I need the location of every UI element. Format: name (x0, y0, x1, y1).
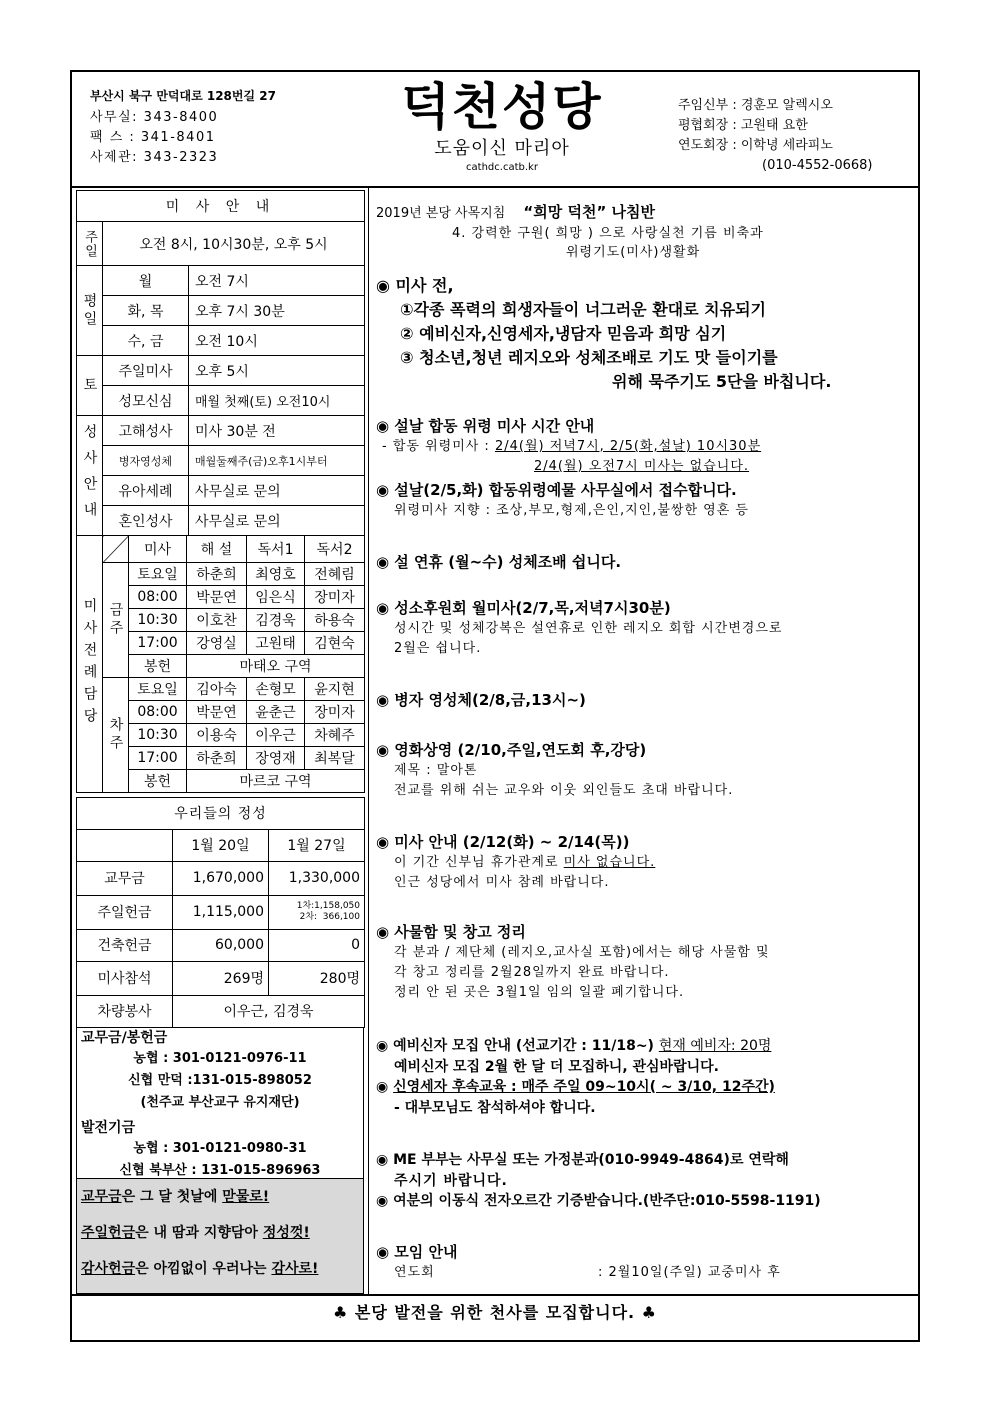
notice-meetings (376, 1242, 916, 1283)
duty-label: 미사전례담당 (77, 536, 103, 792)
duty-cell: 하춘희 (187, 746, 247, 769)
notice-line: 제목 : 말아톤 (394, 763, 478, 778)
saturday-label: 토 (77, 356, 103, 416)
offering-district: 마태오 구역 (187, 654, 365, 677)
corner-cell (103, 536, 129, 562)
duty-cell: 하춘희 (187, 562, 247, 585)
notice-line: 위령미사 지향 : 조상,부모,형제,은인,지인,불쌍한 영혼 등 (394, 503, 749, 518)
offering-amount: 0 (269, 929, 365, 961)
pastoral-line (376, 202, 916, 224)
duty-cell: 08:00 (129, 585, 187, 608)
duty-cell: 김현숙 (305, 631, 365, 654)
offering-type: 교무금 (77, 861, 173, 895)
notice-line: 각 분과 / 제단체 (레지오,교사실 포함)에서는 해당 사물함 및 (394, 945, 770, 960)
parish-subtitle: 도움이신 마리아 (434, 138, 570, 159)
parish-url: cathdc.catb.kr (466, 162, 538, 173)
meeting-group: 연도회 (394, 1265, 435, 1280)
account-line: (천주교 부산교구 유지재단) (140, 1095, 300, 1110)
pastoral-guideline (376, 202, 916, 262)
notice-heading: ◉ 모임 안내 (376, 1243, 458, 1261)
notice-line: 주시기 바랍니다. (394, 1173, 508, 1189)
sacrament-label: 성사안내 (77, 416, 103, 536)
notice-line: 각 창고 정리를 2월28일까지 완료 바랍니다. (394, 965, 670, 980)
offering-amount: 1,115,000 (173, 895, 269, 929)
motto-end: 맏물로! (222, 1189, 270, 1205)
notice-line: 예비신자 모집 2월 한 달 더 모집하니, 관심바랍니다. (394, 1059, 719, 1075)
motto-text: 은 내 땀과 지향담아 (135, 1225, 263, 1241)
motto (81, 1215, 363, 1251)
offering-type: 미사참석 (77, 961, 173, 995)
driving-volunteers: 이우근, 김경욱 (173, 995, 365, 1027)
offering-heading: 우리들의 정성 (77, 797, 365, 829)
duty-cell: 17:00 (129, 746, 187, 769)
notice-lunar-new-year-mass (376, 416, 916, 477)
notice-line (376, 1263, 916, 1283)
duty-cell: 이용숙 (187, 723, 247, 746)
col-header: 해 설 (187, 536, 247, 562)
notice-emph: 2/4(월) 저녁7시, 2/5(화,설날) 10시30분 (494, 439, 762, 454)
weekday-time: 오전 7시 (189, 266, 365, 296)
notice-line: 성시간 및 성체강복은 설연휴로 인한 레지오 회합 시간변경으로 (394, 621, 783, 636)
sunday-time: 오전 8시, 10시30분, 오후 5시 (103, 222, 365, 266)
week2-label: 차주 (103, 677, 129, 792)
duty-cell: 전혜림 (305, 562, 365, 585)
sacrament-name: 혼인성사 (103, 506, 189, 536)
notice-emph: 현재 예비자: 20명 (658, 1038, 772, 1054)
bulletin-frame (70, 70, 920, 1342)
duty-cell: 김아숙 (187, 677, 247, 700)
weekday-day: 화, 목 (103, 296, 189, 326)
offering-amount: 1,670,000 (173, 861, 269, 895)
pastoral-goal: 위령기도(미사)생활화 (566, 245, 701, 260)
date-header: 1월 20일 (173, 829, 269, 861)
sunday-label: 주일 (77, 222, 103, 266)
offering-label: 봉헌 (129, 654, 187, 677)
date-header: 1월 27일 (269, 829, 365, 861)
account-line: 농협 : 301-0121-0976-11 (133, 1051, 307, 1066)
notice-line: - 대부모님도 참석하셔야 합니다. (394, 1100, 596, 1116)
sacrament-name: 고해성사 (103, 416, 189, 446)
contact-block (90, 86, 276, 168)
duty-cell: 손형모 (247, 677, 305, 700)
notice-line: 위해 묵주기도 5단을 바칩니다. (612, 372, 832, 391)
meeting-time: : 2월10일(주일) 교중미사 후 (598, 1265, 781, 1280)
pastor: 주임신부 : 경훈모 알렉시오 (678, 98, 833, 113)
sacrament-info: 사무실로 문의 (189, 506, 365, 536)
yeondo-president: 연도회장 : 이학녕 세라피노 (678, 138, 833, 153)
pastoral-goal: 4. 강력한 구원( 희망 ) 으로 사랑실천 기름 비축과 (452, 226, 764, 241)
footer-banner: ♣ 본당 발전을 위한 천사를 모집합니다. ♣ (332, 1303, 658, 1322)
offering-district: 마르코 구역 (187, 769, 365, 792)
duty-cell: 고원태 (247, 631, 305, 654)
saturday-kind: 성모신심 (103, 386, 189, 416)
notice-heading: ◉ ME 부부는 사무실 또는 가정분과(010-9949-4864)로 연락해 (376, 1152, 789, 1168)
duty-cell: 17:00 (129, 631, 187, 654)
bank-accounts (76, 1028, 364, 1178)
second-collection: 2차: 366,100 (299, 912, 360, 922)
yeondo-phone: (010-4552-0668) (762, 158, 873, 173)
notice-movie (376, 740, 916, 801)
duty-cell: 최영호 (247, 562, 305, 585)
duty-cell: 김경욱 (247, 608, 305, 631)
notice-heading: ◉ 병자 영성체(2/8,금,13시~) (376, 691, 586, 709)
address: 부산시 북구 만덕대로 128번길 27 (90, 89, 276, 103)
weekday-day: 수, 금 (103, 326, 189, 356)
mass-heading: 미 사 안 내 (77, 191, 365, 222)
notice-line (376, 457, 916, 477)
office-phone: 사무실: 343-8400 (90, 110, 219, 125)
weekday-time: 오후 7시 30분 (189, 296, 365, 326)
fax-number: 팩 스 : 341-8401 (90, 130, 216, 145)
notice-line: 정리 안 된 곳은 3월1일 임의 일괄 폐기합니다. (394, 985, 685, 1000)
notice-line: ③ 청소년,청년 레지오와 성체조배로 기도 맛 들이기를 (400, 348, 778, 367)
offering-type: 건축헌금 (77, 929, 173, 961)
motto-end: 정성껏! (262, 1225, 310, 1241)
duty-cell: 박문연 (187, 585, 247, 608)
notice-line: ② 예비신자,신영세자,냉담자 믿음과 희망 심기 (400, 324, 727, 343)
notice-no-mass (376, 832, 916, 893)
saturday-kind: 주일미사 (103, 356, 189, 386)
saturday-time: 오후 5시 (189, 356, 365, 386)
duty-cell: 토요일 (129, 677, 187, 700)
masthead (372, 76, 632, 176)
notice-adoration-off (376, 552, 916, 573)
left-column (76, 190, 364, 1028)
notice-heading: ◉ 설날 합동 위령 미사 시간 안내 (376, 417, 595, 435)
notice-line: 인근 성당에서 미사 참례 바랍니다. (394, 875, 610, 890)
weekday-label: 평일 (77, 266, 103, 356)
col-header: 독서1 (247, 536, 305, 562)
notice-heading: ◉ 성소후원회 월미사(2/7,목,저녁7시30분) (376, 599, 671, 617)
notice-heading (376, 1077, 916, 1098)
notice-text: 이 기간 신부님 휴가관계로 (394, 855, 564, 870)
notice-line: 전교를 위해 쉬는 교우와 이웃 외인들도 초대 바랍니다. (394, 783, 734, 798)
offering-amount: 1,330,000 (269, 861, 365, 895)
notice-catechumen (376, 1036, 916, 1118)
motto-text: 은 그 달 첫날에 (121, 1189, 223, 1205)
duty-cell: 이우근 (247, 723, 305, 746)
weekday-day: 월 (103, 266, 189, 296)
notice-heading: ◉ 미사 안내 (2/12(화) ~ 2/14(목)) (376, 833, 630, 851)
duty-cell: 차혜주 (305, 723, 365, 746)
footer-divider (72, 1294, 918, 1296)
duty-cell: 10:30 (129, 608, 187, 631)
notice-emph: 신영세자 후속교육 : 매주 주일 09~10시( ~ 3/10, 12주간) (393, 1079, 775, 1095)
weekday-time: 오전 10시 (189, 326, 365, 356)
duty-cell: 장영재 (247, 746, 305, 769)
account-line: 신협 북부산 : 131-015-896963 (119, 1163, 321, 1178)
notice-heading: ◉ 설날(2/5,화) 합동위령예물 사무실에서 접수합니다. (376, 481, 737, 499)
account-heading: 발전기금 (81, 1120, 136, 1136)
sacrament-name: 병자영성체 (103, 446, 189, 476)
notice-line: ①각종 폭력의 희생자들이 너그러운 환대로 치유되기 (400, 300, 766, 319)
notice-vocation-mass (376, 598, 916, 659)
notice-me-couples (376, 1150, 916, 1212)
notice-line: 2월은 쉽니다. (394, 641, 482, 656)
sacrament-info: 미사 30분 전 (189, 416, 365, 446)
motto-key: 감사헌금 (81, 1261, 136, 1277)
notice-text: ◉ (376, 1079, 394, 1095)
saturday-time: 매월 첫째(토) 오전10시 (189, 386, 365, 416)
parish-title: 덕천성당 (401, 78, 603, 136)
motto (81, 1251, 363, 1287)
offering-amount: 60,000 (173, 929, 269, 961)
notice-heading: ◉ 사물함 및 창고 정리 (376, 923, 526, 941)
motto (81, 1179, 363, 1215)
sacrament-info: 매월둘째주(금)오후1시부터 (189, 446, 365, 476)
duty-cell: 윤지현 (305, 677, 365, 700)
offering-table (76, 797, 365, 1028)
attendance: 269명 (173, 961, 269, 995)
duty-cell: 10:30 (129, 723, 187, 746)
duty-cell: 이호찬 (187, 608, 247, 631)
notice-heading: ◉ 여분의 이동식 전자오르간 기증받습니다.(반주단:010-5598-1191) (376, 1193, 821, 1209)
bulletin-header (72, 72, 918, 188)
rectory-phone: 사제관: 343-2323 (90, 150, 219, 165)
sacrament-name: 유아세례 (103, 476, 189, 506)
col-header: 미사 (129, 536, 187, 562)
motto-end: 감사로! (271, 1261, 319, 1277)
account-heading: 교무금/봉헌금 (81, 1030, 168, 1046)
notice-memorial-offering (376, 480, 916, 521)
offering-type: 주일헌금 (77, 895, 173, 929)
notice-heading: ◉ 영화상영 (2/10,주일,연도회 후,강당) (376, 741, 647, 759)
pastoral-title: “희망 덕천” 나침반 (523, 203, 655, 221)
duty-cell: 장미자 (305, 700, 365, 723)
notice-line (376, 437, 916, 457)
account-line: 신협 만덕 :131-015-898052 (128, 1073, 312, 1088)
duty-cell: 하용숙 (305, 608, 365, 631)
blank-cell (77, 829, 173, 861)
notice-text: - 합동 위령미사 : (382, 439, 495, 454)
offering-amount-split (269, 895, 365, 929)
notice-mass-intentions (376, 274, 916, 394)
notice-emph: 미사 없습니다. (563, 855, 656, 870)
col-header: 독서2 (305, 536, 365, 562)
offering-type: 차량봉사 (77, 995, 173, 1027)
notice-heading (376, 1036, 916, 1057)
notice-emph: 2/4(월) 오전7시 미사는 없습니다. (534, 459, 750, 474)
motto-text: 은 아낌없이 우러나는 (135, 1261, 272, 1277)
motto-key: 주일헌금 (81, 1225, 136, 1241)
liturgy-duty-table (76, 536, 365, 793)
duty-cell: 토요일 (129, 562, 187, 585)
week1-label: 금주 (103, 562, 129, 677)
offering-mottos (76, 1178, 364, 1294)
duty-cell: 장미자 (305, 585, 365, 608)
notice-line (376, 853, 916, 873)
council-president: 평협회장 : 고원태 요한 (678, 118, 808, 133)
duty-cell: 박문연 (187, 700, 247, 723)
notice-heading: ◉ 미사 전, (376, 276, 454, 295)
pastoral-year: 2019년 본당 사목지침 (376, 206, 506, 221)
duty-cell: 임은식 (247, 585, 305, 608)
attendance: 280명 (269, 961, 365, 995)
sacrament-info: 사무실로 문의 (189, 476, 365, 506)
motto-key: 교무금 (81, 1189, 122, 1205)
first-collection: 1차:1,158,050 (296, 901, 360, 911)
staff-block (678, 96, 873, 176)
offering-label: 봉헌 (129, 769, 187, 792)
column-divider (368, 186, 369, 1294)
notice-heading: ◉ 설 연휴 (월~수) 성체조배 쉽니다. (376, 553, 622, 571)
duty-cell: 08:00 (129, 700, 187, 723)
notice-locker-cleanup (376, 922, 916, 1003)
duty-cell: 윤춘근 (247, 700, 305, 723)
duty-cell: 강영실 (187, 631, 247, 654)
notice-text: ◉ 예비신자 모집 안내 (선교기간 : 11/18~) (376, 1038, 659, 1054)
mass-schedule-table (76, 190, 365, 536)
duty-cell: 최복달 (305, 746, 365, 769)
notice-sick-communion (376, 690, 916, 711)
account-line: 농협 : 301-0121-0980-31 (133, 1141, 307, 1156)
